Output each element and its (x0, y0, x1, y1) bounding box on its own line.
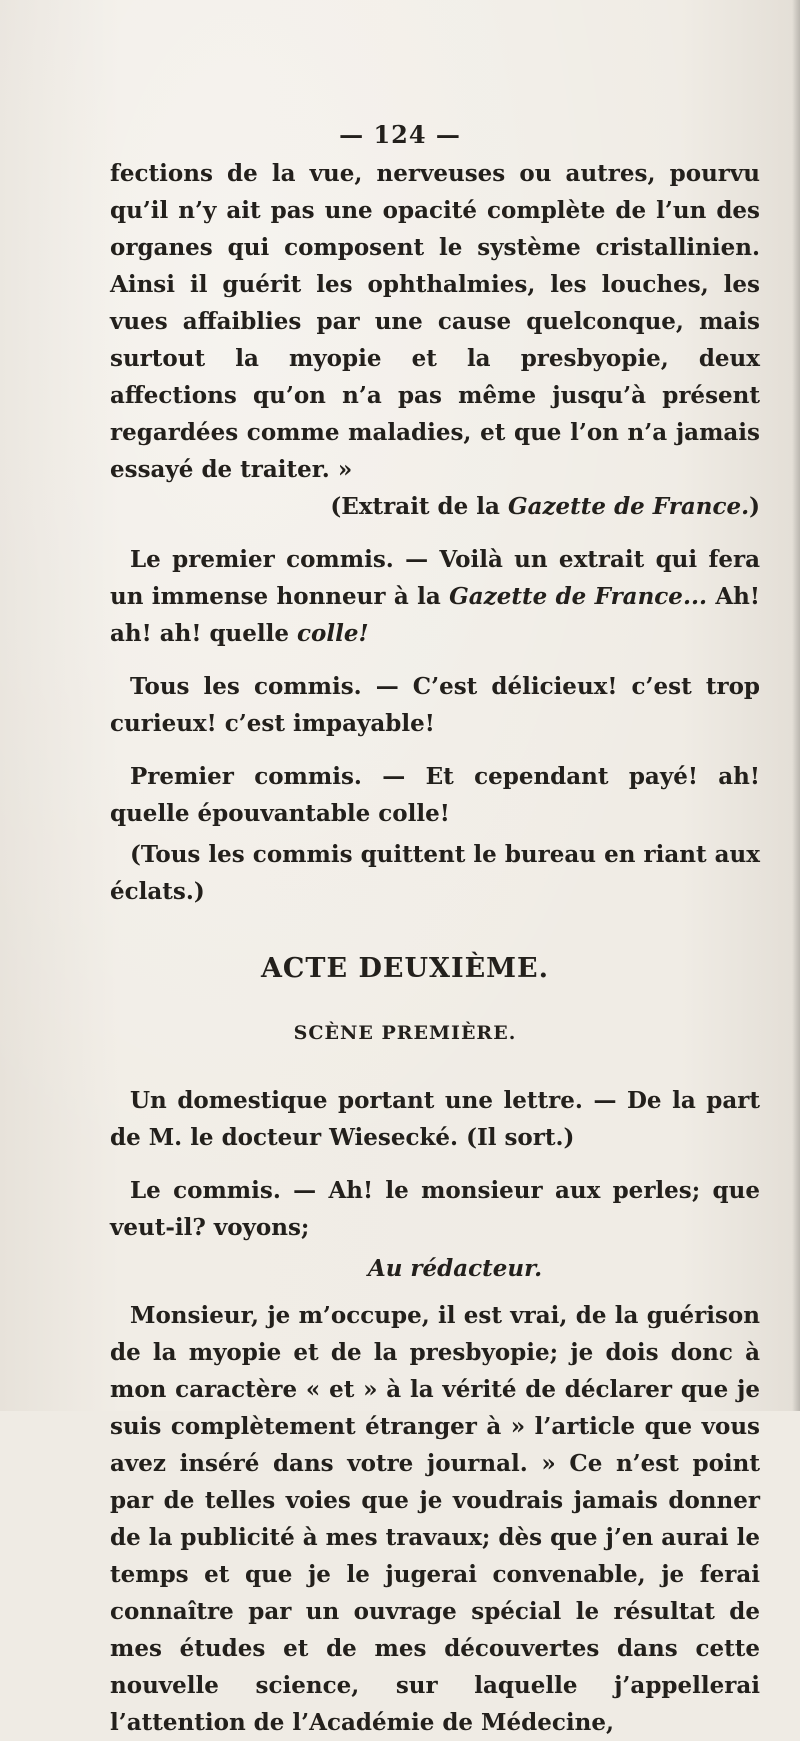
body-text (110, 155, 760, 1741)
letter-recipient-text: Au rédacteur. (367, 1255, 543, 1282)
dialogue-premier-commis-2: Premier commis. — Et cependant payé! ah! quelle épouvantable colle! (110, 763, 760, 827)
dialogue-text: Le premier commis. — Voilà un extrait qui fera un immense honneur à la (110, 546, 760, 610)
dialogue-premier-commis (110, 541, 760, 652)
source-title: Gazette de France. (507, 493, 750, 520)
act-title: ACTE DEUXIÈME. (260, 953, 550, 984)
page-number: — 124 — (339, 120, 461, 149)
scene-title: SCÈNE PREMIÈRE. (293, 1022, 517, 1044)
page-edge-shadow (792, 0, 800, 1411)
dialogue-text-after: Ah! ah! ah! quelle (110, 583, 760, 647)
letter-recipient (110, 1250, 760, 1287)
paragraph-continuation: fections de la vue, nerveuses ou autres, pourvu qu’il n’y ait pas une opacité complète de l’un des organes qui composent le système cristallinien. Ainsi il guérit les ophthalmies, les louches, les vues affaiblies par une cause quelconque, mais surtout la myopie et la presbyopie, deux affections qu’on n’a pas même jusqu’à présent regardées comme maladies, et que l’on n’a jamais essayé de traiter. » (110, 160, 760, 483)
stage-direction: (Tous les commis quittent le bureau en riant aux éclats.) (110, 841, 760, 905)
dialogue-le-commis: Le commis. — Ah! le monsieur aux perles; que veut-il? voyons; (110, 1177, 760, 1241)
source-close: ) (749, 493, 760, 520)
dialogue-italic-end: colle! (297, 620, 369, 647)
newspaper-title: Gazette de France... (449, 583, 707, 610)
dialogue-tous-les-commis: Tous les commis. — C’est délicieux! c’est trop curieux! c’est impayable! (110, 673, 760, 737)
letter-body: Monsieur, je m’occupe, il est vrai, de la guérison de la myopie et de la presbyopie; je dois donc à mon caractère « et » à la vérité de déclarer que je suis complètement étranger à » l’article que vous avez inséré dans votre journal. » Ce n’est point par de telles voies que je voudrais jamais donner de la publicité à mes travaux; dès que j’en aurai le temps et que je le jugerai convenable, je ferai connaître par un ouvrage spécial le résultat de mes études et de mes découvertes dans cette nouvelle science, sur laquelle j’appellerai l’attention de l’Académie de Médecine, (110, 1302, 760, 1736)
dialogue-domestique: Un domestique portant une lettre. — De la part de M. le docteur Wiesecké. (Il sort.) (110, 1087, 760, 1151)
source-citation (110, 488, 760, 525)
source-open: (Extrait de la (330, 493, 508, 520)
